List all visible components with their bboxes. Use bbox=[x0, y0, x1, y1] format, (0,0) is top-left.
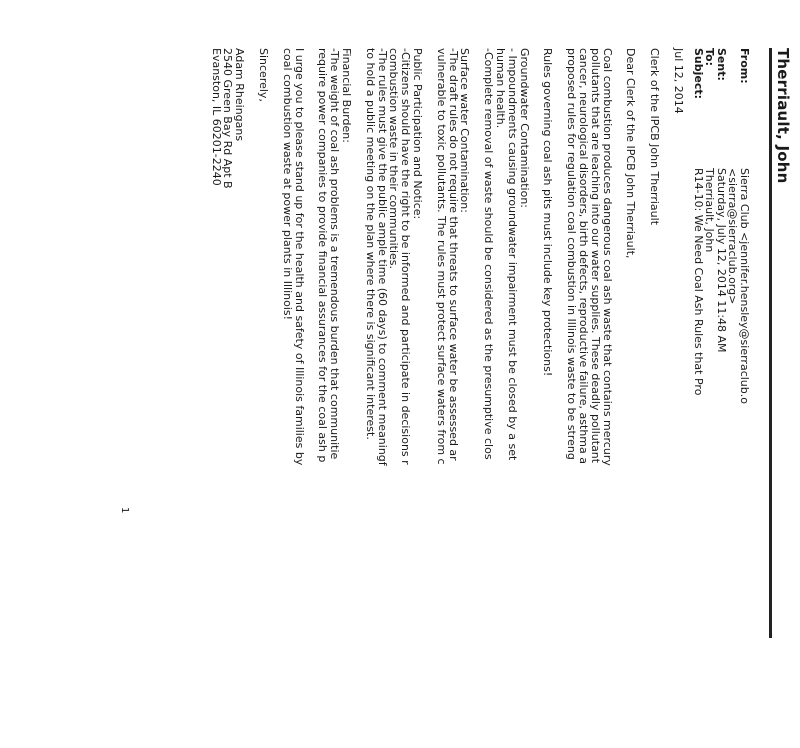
text-line: require power companies to provide financial assurances for the coal ash p bbox=[316, 48, 330, 463]
text-line: Coal combustion produces dangerous coal ash waste that contains mercury bbox=[600, 48, 614, 466]
text-line: pollutants that are leaching into our water supplies. These deadly pollutant bbox=[588, 48, 602, 464]
signature-line: Evanston, IL 60201-2240 bbox=[209, 48, 223, 186]
text-line: Financial Burden: bbox=[340, 48, 354, 143]
title-rule bbox=[769, 48, 772, 638]
header-value: R14-10: We Need Coal Ash Rules that Pro bbox=[692, 168, 705, 396]
text-line: -Citizens should have the right to be informed and participate in decisions r bbox=[399, 48, 413, 465]
text-line: -The draft rules do not require that threats to surface water be assessed ar bbox=[446, 48, 460, 461]
header-to bbox=[704, 48, 716, 404]
text-line: Surface water Contamination: bbox=[458, 48, 472, 213]
signature-line: Adam Rheingans bbox=[233, 48, 247, 142]
header-value: <sierra@sierraclub.org> bbox=[726, 168, 740, 305]
signature-line: 2540 Green Bay Rd Apt B bbox=[221, 48, 235, 189]
text-line: Groundwater Contamination: bbox=[517, 48, 531, 208]
header-from bbox=[727, 48, 750, 404]
text-line: -Complete removal of waste should be considered as the presumptive clos bbox=[482, 48, 496, 460]
text-line: to hold a public meeting on the plan where there is significant interest. bbox=[363, 48, 377, 440]
signoff: Sincerely, bbox=[257, 48, 271, 102]
header-label: To: bbox=[703, 48, 717, 66]
text-line: -The weight of coal ash problems is a tremendous burden that communitie bbox=[328, 48, 342, 460]
text-line: vulnerable to toxic pollutants. The rules must protect surface waters from c bbox=[434, 48, 448, 465]
header-sent bbox=[716, 48, 728, 404]
text-line: proposed rules for regulation coal combustion in Illinois waste to be streng bbox=[565, 48, 579, 460]
header-value: Saturday, July 12, 2014 11:48 AM bbox=[715, 168, 728, 353]
signature-block bbox=[210, 48, 245, 748]
page-number: 1 bbox=[119, 507, 130, 514]
header-value: Sierra Club <jennifer.hensley@sierraclub.o bbox=[738, 168, 751, 404]
groundwater-section bbox=[482, 48, 529, 748]
header-label: Sent: bbox=[715, 48, 728, 81]
header-label: Subject: bbox=[692, 48, 705, 100]
letter-salutation: Dear Clerk of the IPCB John Therriault, bbox=[624, 48, 638, 259]
document-title: Therriault, John bbox=[774, 48, 792, 184]
email-headers bbox=[693, 48, 751, 404]
text-line: cancer, neurological disorders, birth defects, reproductive failure, asthma a bbox=[577, 48, 591, 464]
public-participation-section bbox=[364, 48, 423, 748]
text-line: I urge you to please stand up for the health and safety of Illinois families by bbox=[292, 48, 306, 466]
letter-recipient: Clerk of the IPCB John Therriault bbox=[648, 48, 662, 226]
text-line: combustion waste in their communities. bbox=[387, 48, 401, 270]
financial-burden-section bbox=[317, 48, 352, 748]
text-line: - Impoundments causing groundwater impairment must be closed by a set bbox=[505, 48, 519, 461]
text-line: coal combustion waste at power plants in Illinois! bbox=[280, 48, 294, 321]
header-subject bbox=[693, 48, 705, 404]
key-protections-line: Rules governing coal ash pits must include key protections! bbox=[541, 48, 555, 377]
letter-body bbox=[210, 48, 684, 748]
text-line: Public Participation and Notice: bbox=[411, 48, 425, 220]
text-line: human health. bbox=[494, 48, 508, 129]
header-label: From: bbox=[738, 48, 751, 84]
text-line: -The rules must give the public ample time (60 days) to comment meaningf bbox=[375, 48, 389, 466]
letter-date: Jul 12, 2014 bbox=[672, 48, 685, 114]
surface-water-section bbox=[435, 48, 470, 748]
closing-request bbox=[281, 48, 305, 748]
header-value: Therriault, John bbox=[703, 168, 717, 253]
intro-paragraph bbox=[565, 48, 612, 748]
